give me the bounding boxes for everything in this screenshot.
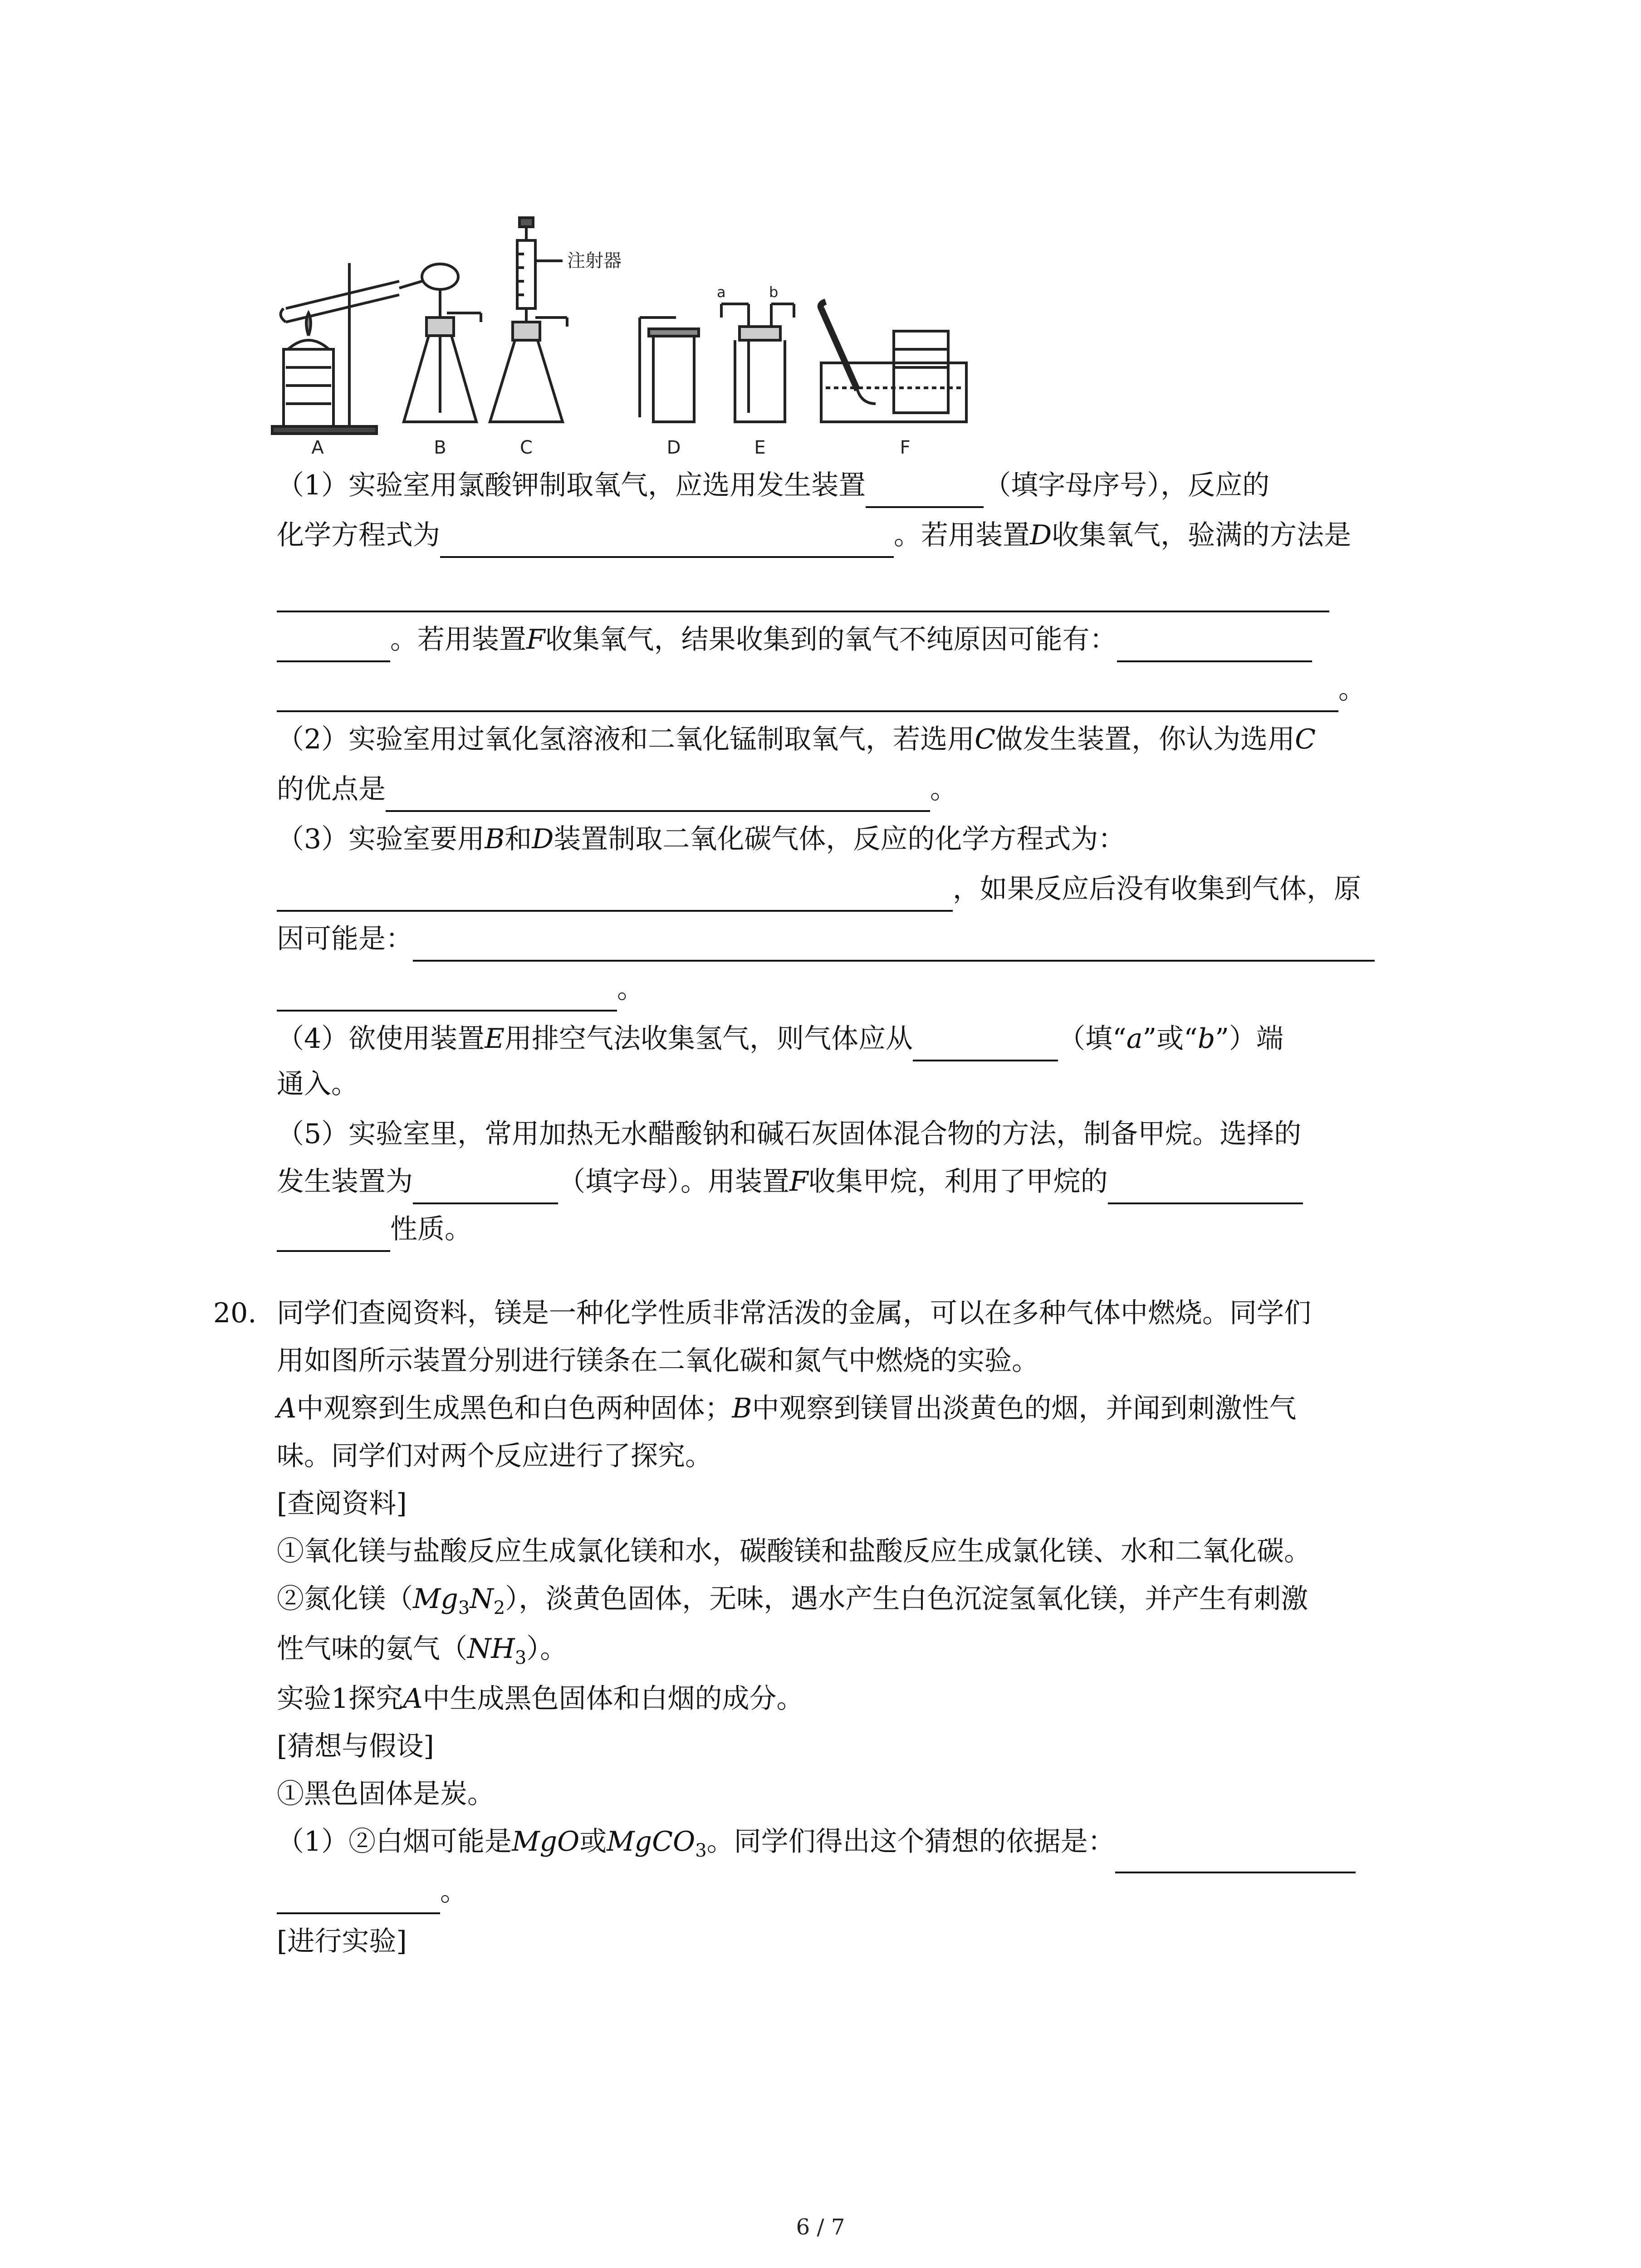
q20-fact1: ①氧化镁与盐酸反应生成氯化镁和水，碳酸镁和盐酸反应生成氯化镁、水和二氧化碳。 [277,1535,1311,1567]
q19-part5-line1: （5）实验室里，常用加热无水醋酸钠和碱石灰固体混合物的方法，制备甲烷。选择的 [277,1118,1302,1150]
q19-part3-line2: ，如果反应后没有收集到气体，原 [277,866,1438,912]
section-heading-hypothesis: [猜想与假设] [277,1730,434,1762]
answer-blank[interactable] [413,928,1375,962]
apparatus-label-e: E [754,437,766,458]
apparatus-label-c: C [520,437,533,458]
port-a-label: a [717,284,726,301]
q20-line2: 用如图所示装置分别进行镁条在二氧化碳和氮气中燃烧的实验。 [277,1345,1039,1377]
q20-line4: 味。同学们对两个反应进行了探究。 [277,1440,712,1472]
q20-part1-line1: （1）②白烟可能是MgO或MgCO$_3$。同学们得出这个猜想的依据是： [277,1819,1438,1873]
q19-part1-line5: 。 [277,667,1438,712]
q19-part4-line2: 通入。 [277,1068,358,1100]
q19-part5-line2: 发生装置为 （填字母）。用装置F收集甲烷，利用了甲烷的 [277,1159,1438,1204]
apparatus-e-icon [721,304,794,422]
answer-blank[interactable] [277,579,1329,612]
q19-part3-line3: 因可能是： [277,916,1438,962]
section-heading-experiment: [进行实验] [277,1926,407,1957]
apparatus-c-icon [490,218,567,422]
question-number: 20. [213,1297,257,1329]
apparatus-f-icon [821,302,966,422]
q19-part2-line2: 的优点是 。 [277,767,1438,812]
apparatus-a-icon [272,263,422,434]
apparatus-label-d: D [666,437,681,458]
q19-part1-line1: （1）实验室用氯酸钾制取氧气，应选用发生装置 （填字母序号），反应的 [277,463,1438,508]
q20-fact2-cont: 性气味的氨气$(NH_3)$。 [277,1633,568,1668]
answer-blank[interactable] [440,524,894,558]
q19-part2-line1: （2）实验室用过氧化氢溶液和二氧化锰制取氧气，若选用C做发生装置，你认为选用C [277,723,1316,755]
q19-part3-line4: 。 [277,966,1438,1012]
answer-blank[interactable] [413,1171,558,1204]
apparatus-b-icon [404,264,481,422]
page-number: 6 / 7 [796,2214,845,2240]
q20-fact2: ②氮化镁$(Mg_3N_2)$，淡黄色固体，无味，遇水产生白色沉淀氢氧化镁，并产生有刺激 [277,1583,1308,1618]
answer-blank[interactable] [386,778,930,812]
syringe-label: 注射器 [567,250,622,271]
answer-blank[interactable] [1117,629,1312,662]
q20-line1: 同学们查阅资料，镁是一种化学性质非常活泼的金属，可以在多种气体中燃烧。同学们 [277,1297,1311,1329]
answer-blank[interactable] [277,1218,390,1252]
section-heading-references: [查阅资料] [277,1488,407,1520]
answer-blank[interactable] [1108,1171,1303,1204]
answer-blank[interactable] [277,679,1338,712]
q19-part5-line3: 性质。 [277,1207,1438,1252]
apparatus-label-a: A [311,437,324,458]
answer-blank[interactable] [277,1881,440,1914]
q20-hypothesis1: ①黑色固体是炭。 [277,1778,495,1810]
answer-blank[interactable] [277,978,617,1012]
answer-blank[interactable] [277,629,390,662]
answer-blank[interactable] [866,474,984,508]
q19-part1-line4: 。若用装置F收集氧气，结果收集到的氧气不纯原因可能有： [277,617,1438,662]
answer-blank[interactable] [1115,1840,1356,1873]
lab-apparatus-figure [268,213,1447,458]
apparatus-label-f: F [900,437,911,458]
answer-blank[interactable] [277,878,953,912]
q19-part1-line3 [277,567,1438,612]
q20-experiment1: 实验1探究A中生成黑色固体和白烟的成分。 [277,1683,804,1715]
q19-part4-line1: （4）欲使用装置E用排空气法收集氢气，则气体应从 （填“a”或“b”）端 [277,1016,1438,1061]
q19-part1-line2: 化学方程式为 。若用装置D收集氧气，验满的方法是 [277,513,1438,558]
q20-part1-line2: 。 [277,1869,1438,1914]
apparatus-label-b: B [434,437,446,458]
answer-blank[interactable] [913,1028,1058,1061]
apparatus-d-icon [640,318,699,422]
port-b-label: b [769,284,779,301]
q20-line3: A中观察到生成黑色和白色两种固体；B中观察到镁冒出淡黄色的烟，并闻到刺激性气 [277,1393,1297,1424]
q19-part3-line1: （3）实验室要用B和D装置制取二氧化碳气体，反应的化学方程式为： [277,823,1126,855]
